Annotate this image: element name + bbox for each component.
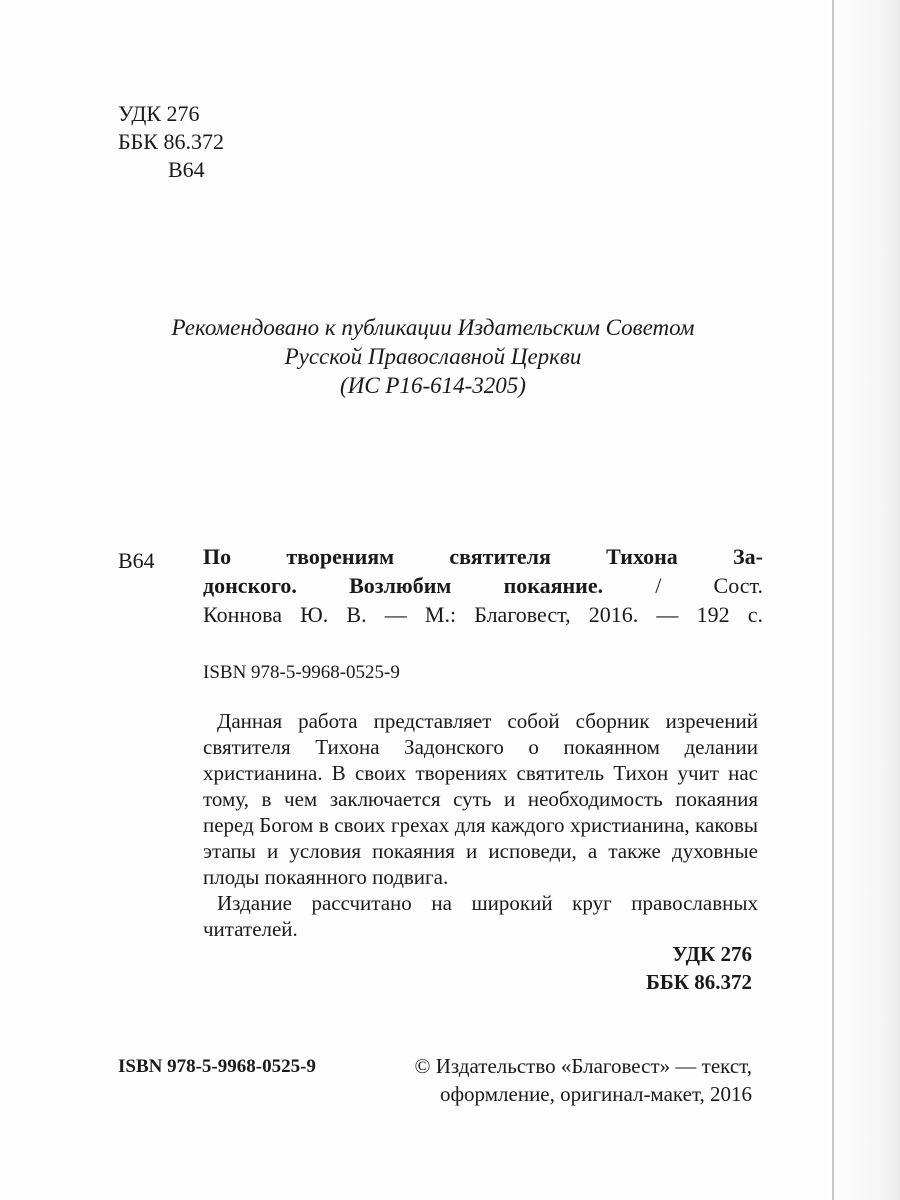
copyright-line-1: © Издательство «Благовест» — текст, xyxy=(414,1054,752,1078)
annotation-paragraph-1: Данная работа представляет собой сборник изречений святителя Тихона Задонского о покаянном делании христианина. В своих творениях святитель Тихон учит нас тому, в чем заключается суть и необходимость покаяния перед Богом в своих грехах для каждого христианина, каковы этапы и условия покаяния и исповеди, а также духовные плоды покаянного подвига. xyxy=(203,709,758,889)
biblio-title-line-2: донского. Возлюбим покаяние. xyxy=(203,573,604,598)
biblio-imprint-line: Коннова Ю. В. — М.: Благовест, 2016. — 192 с. xyxy=(203,602,763,627)
recommendation-line-3: (ИС Р16-614-3205) xyxy=(340,373,526,398)
recommendation-line-2: Русской Православной Церкви xyxy=(284,344,582,369)
isbn-number: ISBN 978-5-9968-0525-9 xyxy=(203,662,400,683)
annotation xyxy=(203,708,758,942)
classification-codes-bottom xyxy=(646,940,752,996)
bibliography-author-mark: В64 xyxy=(118,548,155,573)
bibliographic-record xyxy=(203,542,763,629)
publication-recommendation xyxy=(0,313,866,400)
biblio-title-line-1: По творениям святителя Тихона За- xyxy=(203,544,763,569)
bbk-code: ББК 86.372 xyxy=(118,129,224,154)
biblio-line-2 xyxy=(203,571,763,600)
udk-code: УДК 276 xyxy=(118,101,200,126)
biblio-compiler-label: / Сост. xyxy=(603,573,764,598)
classification-codes-top xyxy=(118,100,224,184)
page-edge-shadow xyxy=(828,0,900,1200)
recommendation-line-1: Рекомендовано к публикации Издательским Советом xyxy=(171,315,695,340)
annotation-paragraph-2: Издание рассчитано на широкий круг православных читателей. xyxy=(203,891,758,941)
bbk-code-bottom: ББК 86.372 xyxy=(646,970,752,994)
isbn-footer: ISBN 978-5-9968-0525-9 xyxy=(118,1056,316,1077)
copyright-notice xyxy=(415,1052,752,1108)
author-mark: В64 xyxy=(168,157,205,182)
copyright-line-2: оформление, оригинал-макет, 2016 xyxy=(439,1082,752,1106)
udk-code-bottom: УДК 276 xyxy=(672,942,752,966)
page-edge-line xyxy=(832,0,834,1200)
